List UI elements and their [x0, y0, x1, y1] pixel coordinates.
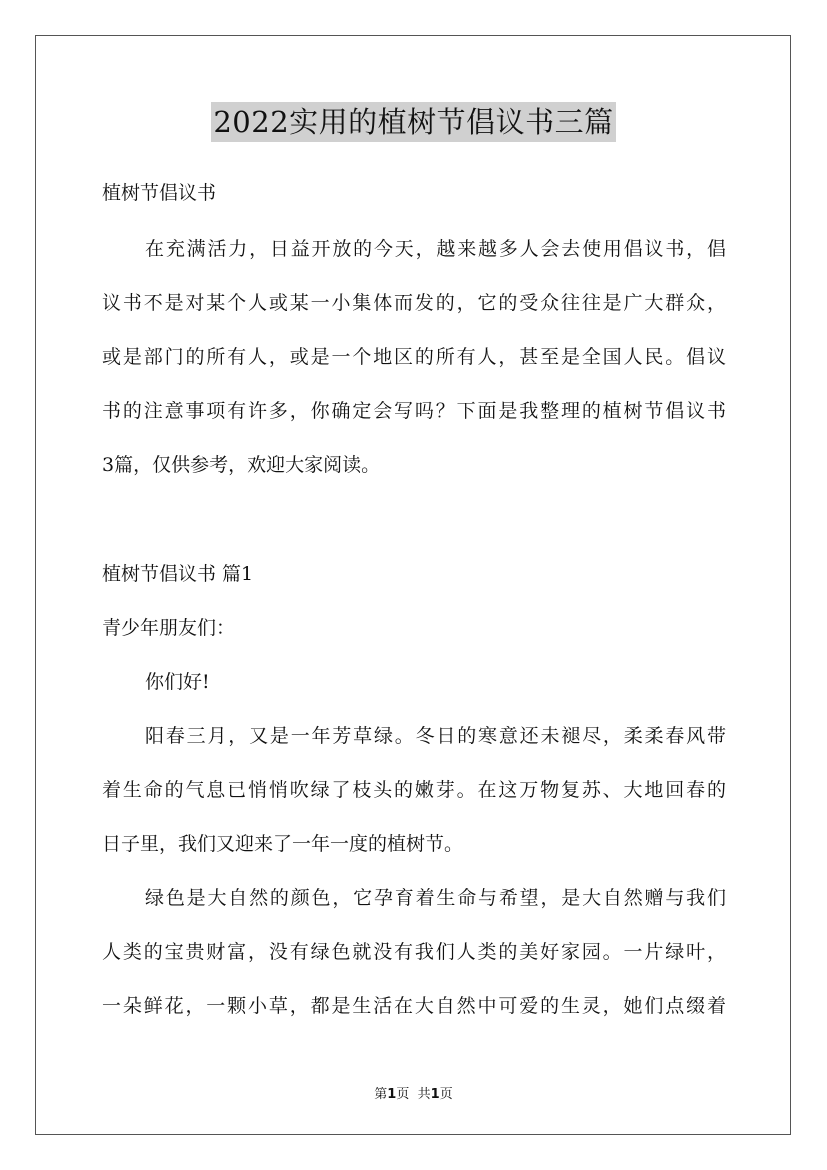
salutation: 青少年朋友们： — [102, 617, 236, 639]
intro-line-1: 在充满活力，日益开放的今天，越来越多人会去使用倡议书，倡 — [145, 238, 726, 260]
intro-line-4: 书的注意事项有许多，你确定会写吗？下面是我整理的植树节倡议书 — [102, 400, 726, 422]
intro-line-5: 3篇，仅供参考，欢迎大家阅读。 — [102, 454, 381, 476]
title-container — [0, 102, 827, 142]
section-heading: 植树节倡议书 — [102, 182, 217, 204]
page-footer — [0, 1083, 827, 1102]
page-number: 1 — [387, 1087, 397, 1102]
intro-line-3: 或是部门的所有人，或是一个地区的所有人，甚至是全国人民。倡议 — [102, 346, 726, 368]
document-title: 2022实用的植树节倡议书三篇 — [211, 102, 615, 142]
article-heading: 植树节倡议书 篇1 — [102, 563, 254, 585]
page-prefix: 第 — [374, 1087, 388, 1102]
total-pages: 1 — [430, 1087, 440, 1102]
para2-line-3: 一朵鲜花，一颗小草，都是生活在大自然中可爱的生灵，她们点缀着 — [102, 995, 726, 1017]
page-suffix: 页 — [396, 1087, 410, 1102]
para2-line-1: 绿色是大自然的颜色，它孕育着生命与希望，是大自然赠与我们 — [145, 887, 726, 909]
para2-line-2: 人类的宝贵财富，没有绿色就没有我们人类的美好家园。一片绿叶， — [102, 941, 726, 963]
para1-line-2: 着生命的气息已悄悄吹绿了枝头的嫩芽。在这万物复苏、大地回春的 — [102, 779, 726, 801]
para1-line-3: 日子里，我们又迎来了一年一度的植树节。 — [102, 833, 464, 855]
total-suffix: 页 — [439, 1087, 453, 1102]
total-prefix: 共 — [417, 1087, 431, 1102]
para1-line-1: 阳春三月，又是一年芳草绿。冬日的寒意还未褪尽，柔柔春风带 — [145, 725, 726, 747]
greeting: 你们好! — [145, 671, 210, 693]
intro-line-2: 议书不是对某个人或某一小集体而发的，它的受众往往是广大群众， — [102, 292, 726, 314]
